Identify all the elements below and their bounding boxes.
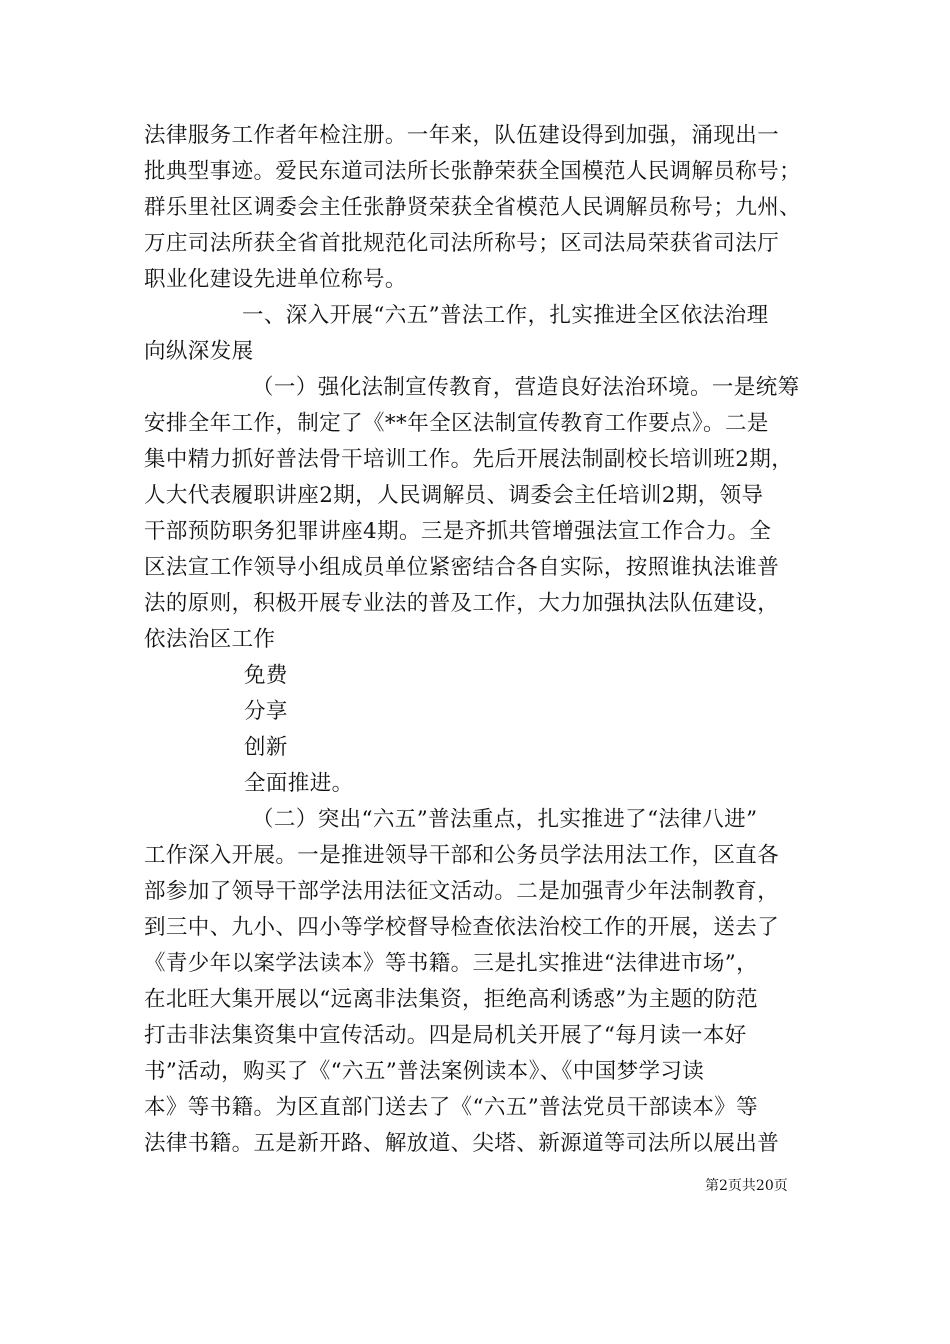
text-line: 法的原则，积极开展专业法的普及工作，大力加强执法队伍建设， [144, 591, 780, 616]
list-item: 免费 [244, 663, 288, 688]
text-line: 批典型事迹。爱民东道司法所长张静荣获全国模范人民调解员称号； [144, 159, 802, 184]
page-number: 第2页共20页 [705, 1178, 788, 1194]
text-line: 本》等书籍。为区直部门送去了《“六五”普法党员干部读本》等 [144, 1095, 759, 1120]
text-line: 安排全年工作，制定了《**年全区法制宣传教育工作要点》。二是 [144, 411, 769, 436]
text-line: 万庄司法所获全省首批规范化司法所称号；区司法局荣获省司法厅 [144, 231, 780, 256]
text-line: 部参加了领导干部学法用法征文活动。二是加强青少年法制教育， [144, 879, 780, 904]
text-line: 法律书籍。五是新开路、解放道、尖塔、新源道等司法所以展出普 [144, 1131, 780, 1156]
text-line: 群乐里社区调委会主任张静贤荣获全省模范人民调解员称号；九州、 [144, 195, 802, 220]
text-line: 区法宣工作领导小组成员单位紧密结合各自实际，按照谁执法谁普 [144, 555, 780, 580]
text-line: 干部预防职务犯罪讲座4期。三是齐抓共管增强法宣工作合力。全 [144, 519, 772, 544]
list-item: 创新 [244, 735, 288, 760]
subsection-heading: （二）突出“六五”普法重点，扎实推进了“法律八进” [252, 807, 758, 832]
list-item: 分享 [244, 699, 288, 724]
text-line: 人大代表履职讲座2期，人民调解员、调委会主任培训2期，领导 [144, 483, 764, 508]
section-heading: 一、深入开展“六五”普法工作，扎实推进全区依法治理 [242, 303, 769, 328]
text-line: 集中精力抓好普法骨干培训工作。先后开展法制副校长培训班2期， [144, 447, 794, 472]
section-heading-continued: 向纵深发展 [144, 339, 254, 364]
subsection-heading: （一）强化法制宣传教育，营造良好法治环境。一是统筹 [252, 375, 800, 400]
text-line: 《青少年以案学法读本》等书籍。三是扎实推进“法律进市场”， [144, 951, 759, 976]
text-line: 依法治区工作 [144, 627, 276, 652]
text-line: 打击非法集资集中宣传活动。四是局机关开展了“每月读一本好 [144, 1023, 747, 1048]
text-line: 法律服务工作者年检注册。一年来，队伍建设得到加强，涌现出一 [144, 123, 780, 148]
text-line: 职业化建设先进单位称号。 [144, 267, 407, 292]
body-text [144, 118, 816, 1162]
text-line: 在北旺大集开展以“远离非法集资，拒绝高利诱惑”为主题的防范 [144, 987, 759, 1012]
text-line: 到三中、九小、四小等学校督导检查依法治校工作的开展，送去了 [144, 915, 780, 940]
text-line: 工作深入开展。一是推进领导干部和公务员学法用法工作，区直各 [144, 843, 780, 868]
list-item: 全面推进。 [244, 771, 354, 796]
text-line: 书”活动，购买了《“六五”普法案例读本》、《中国梦学习读 [144, 1059, 705, 1084]
